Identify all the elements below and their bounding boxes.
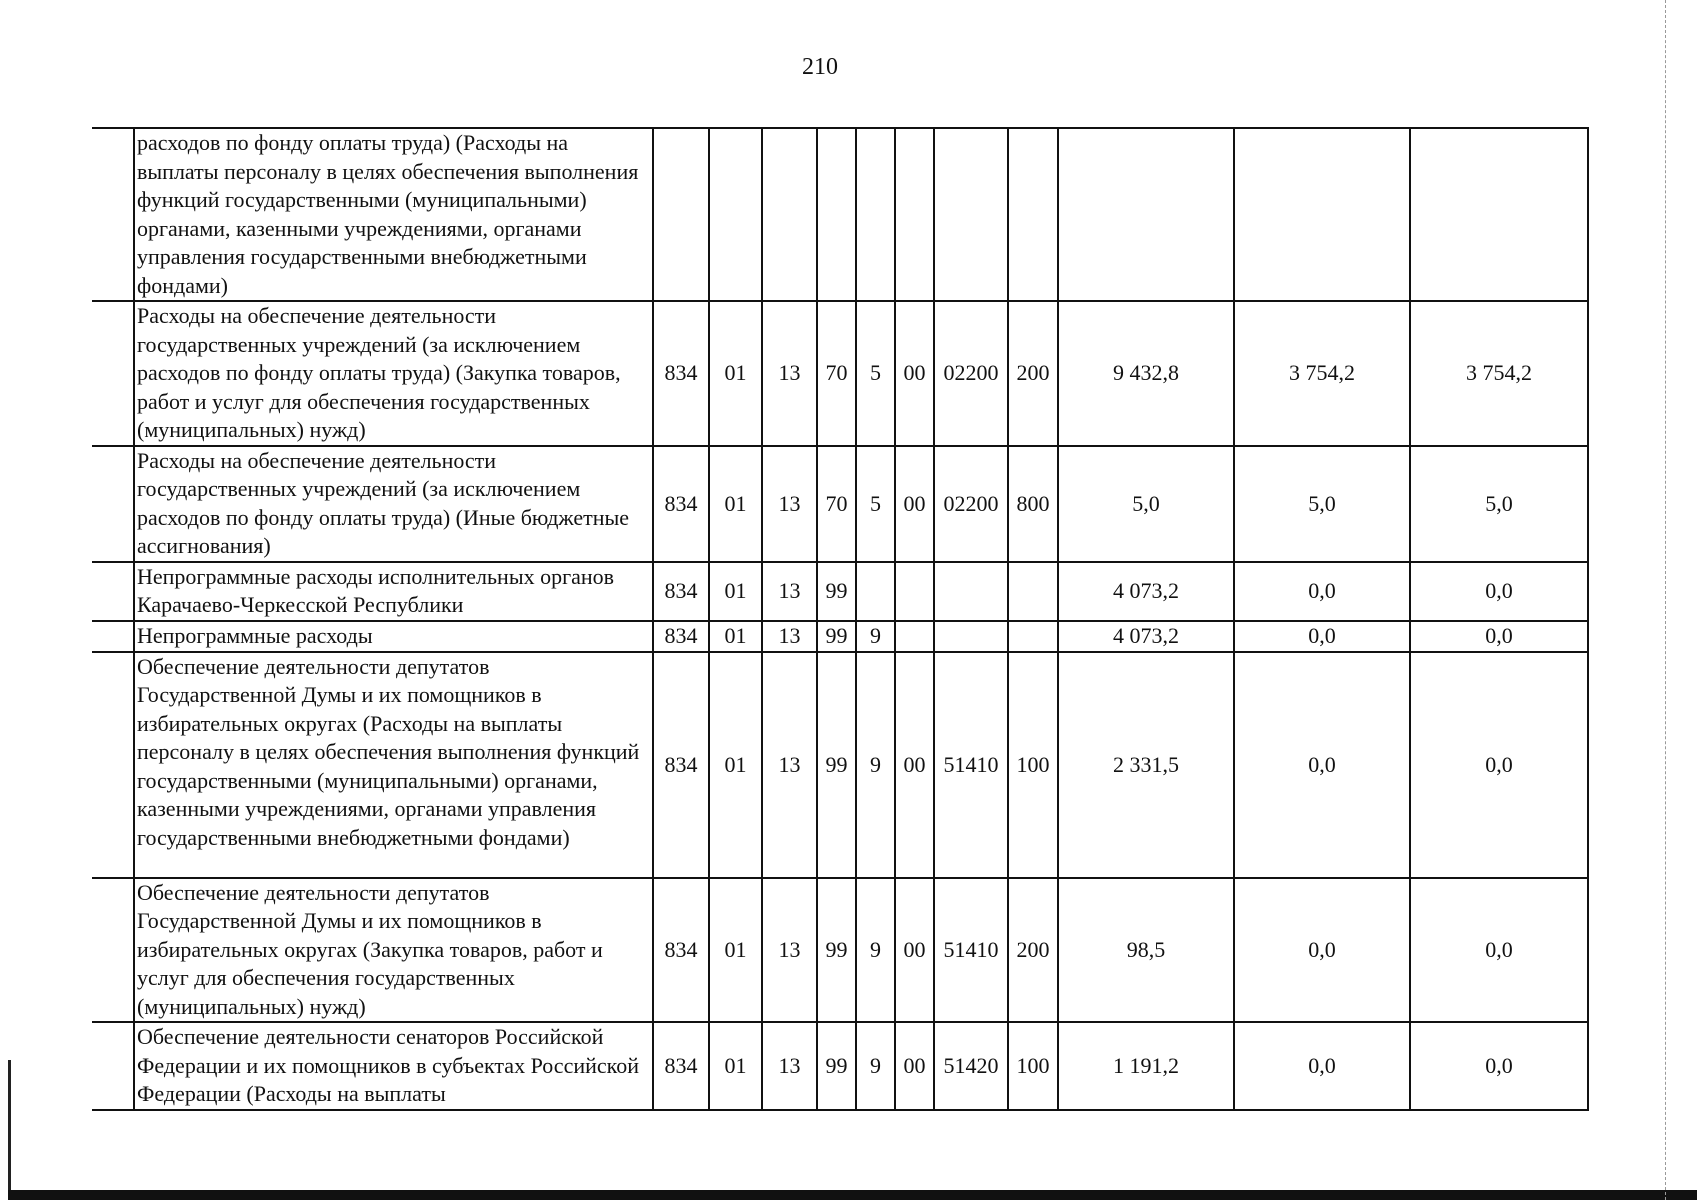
expense-type-code-cell: 200 [1008,878,1058,1023]
subsection-code-cell: 13 [762,878,817,1023]
program-code-cell: 70 [817,446,856,562]
subprogram-code-cell: 9 [856,652,895,878]
section-code-cell [709,128,762,301]
amount-year2-cell: 0,0 [1234,1022,1410,1110]
direction-code-cell [934,128,1008,301]
direction-code-cell: 02200 [934,446,1008,562]
program-code-cell: 99 [817,1022,856,1110]
section-code-cell: 01 [709,1022,762,1110]
expense-type-code-cell [1008,562,1058,621]
scan-edge-left [8,1060,11,1200]
program-code-cell: 99 [817,878,856,1023]
amount-year2-cell: 0,0 [1234,652,1410,878]
main-activity-code-cell: 00 [895,446,934,562]
expense-type-code-cell: 100 [1008,1022,1058,1110]
main-activity-code-cell: 00 [895,301,934,446]
scan-edge-bottom [8,1190,1697,1200]
main-activity-code-cell: 00 [895,652,934,878]
row-number-cell [92,301,134,446]
table-row [92,878,1588,1023]
direction-code-cell: 02200 [934,301,1008,446]
main-activity-code-cell [895,128,934,301]
subprogram-code-cell: 9 [856,1022,895,1110]
amount-year1-cell [1058,128,1234,301]
amount-year2-cell [1234,128,1410,301]
main-activity-code-cell [895,621,934,652]
program-code-cell: 99 [817,621,856,652]
amount-year2-cell: 0,0 [1234,562,1410,621]
amount-year1-cell: 5,0 [1058,446,1234,562]
expense-type-code-cell [1008,128,1058,301]
table-row [92,621,1588,652]
ministry-code-cell: 834 [653,301,709,446]
ministry-code-cell: 834 [653,652,709,878]
section-code-cell: 01 [709,878,762,1023]
amount-year1-cell: 98,5 [1058,878,1234,1023]
main-activity-code-cell: 00 [895,1022,934,1110]
ministry-code-cell [653,128,709,301]
expense-name-cell: Непрограммные расходы исполнительных органов Карачаево-Черкесской Республики [134,562,653,621]
amount-year3-cell: 0,0 [1410,562,1588,621]
budget-table [92,127,1589,1111]
amount-year3-cell: 5,0 [1410,446,1588,562]
ministry-code-cell: 834 [653,562,709,621]
expense-name-cell: Расходы на обеспечение деятельности государственных учреждений (за исключением расходов по фонду оплаты труда) (Иные бюджетные ассигнования) [134,446,653,562]
subsection-code-cell: 13 [762,652,817,878]
ministry-code-cell: 834 [653,621,709,652]
ministry-code-cell: 834 [653,446,709,562]
row-number-cell [92,878,134,1023]
row-number-cell [92,128,134,301]
subprogram-code-cell [856,562,895,621]
row-number-cell [92,621,134,652]
amount-year1-cell: 4 073,2 [1058,621,1234,652]
table-row [92,652,1588,878]
amount-year1-cell: 9 432,8 [1058,301,1234,446]
expense-name-cell: Обеспечение деятельности сенаторов Российской Федерации и их помощников в субъектах Российской Федерации (Расходы на выплаты [134,1022,653,1110]
subsection-code-cell: 13 [762,1022,817,1110]
table-row [92,1022,1588,1110]
program-code-cell: 70 [817,301,856,446]
program-code-cell: 99 [817,652,856,878]
expense-name-cell: Расходы на обеспечение деятельности государственных учреждений (за исключением расходов по фонду оплаты труда) (Закупка товаров, работ и услуг для обеспечения государственных (муниципальных) нужд) [134,301,653,446]
expense-name-cell: Непрограммные расходы [134,621,653,652]
direction-code-cell: 51420 [934,1022,1008,1110]
amount-year1-cell: 1 191,2 [1058,1022,1234,1110]
subprogram-code-cell: 5 [856,301,895,446]
ministry-code-cell: 834 [653,1022,709,1110]
ministry-code-cell: 834 [653,878,709,1023]
subprogram-code-cell: 9 [856,878,895,1023]
subprogram-code-cell: 5 [856,446,895,562]
amount-year3-cell [1410,128,1588,301]
row-number-cell [92,1022,134,1110]
subprogram-code-cell [856,128,895,301]
subsection-code-cell: 13 [762,446,817,562]
row-number-cell [92,562,134,621]
row-number-cell [92,446,134,562]
amount-year2-cell: 3 754,2 [1234,301,1410,446]
scan-edge-right [1665,0,1667,1200]
amount-year3-cell: 0,0 [1410,652,1588,878]
table-row [92,562,1588,621]
amount-year1-cell: 2 331,5 [1058,652,1234,878]
amount-year1-cell: 4 073,2 [1058,562,1234,621]
expense-type-code-cell: 100 [1008,652,1058,878]
subsection-code-cell: 13 [762,621,817,652]
amount-year2-cell: 5,0 [1234,446,1410,562]
table-row [92,301,1588,446]
subsection-code-cell [762,128,817,301]
direction-code-cell [934,621,1008,652]
expense-type-code-cell: 800 [1008,446,1058,562]
section-code-cell: 01 [709,301,762,446]
program-code-cell: 99 [817,562,856,621]
direction-code-cell: 51410 [934,652,1008,878]
section-code-cell: 01 [709,652,762,878]
amount-year2-cell: 0,0 [1234,878,1410,1023]
program-code-cell [817,128,856,301]
direction-code-cell [934,562,1008,621]
row-number-cell [92,652,134,878]
section-code-cell: 01 [709,446,762,562]
section-code-cell: 01 [709,621,762,652]
table-row [92,446,1588,562]
amount-year3-cell: 0,0 [1410,621,1588,652]
expense-name-cell: Обеспечение деятельности депутатов Государственной Думы и их помощников в избирательных округах (Закупка товаров, работ и услуг для обеспечения государственных (муниципальных) нужд) [134,878,653,1023]
section-code-cell: 01 [709,562,762,621]
subsection-code-cell: 13 [762,301,817,446]
expense-type-code-cell [1008,621,1058,652]
subprogram-code-cell: 9 [856,621,895,652]
page-number: 210 [802,54,838,80]
expense-name-cell: расходов по фонду оплаты труда) (Расходы на выплаты персоналу в целях обеспечения выполнения функций государственными (муниципальными) органами, казенными учреждениями, органами управления государственными внебюджетными фондами) [134,128,653,301]
main-activity-code-cell: 00 [895,878,934,1023]
amount-year3-cell: 3 754,2 [1410,301,1588,446]
amount-year2-cell: 0,0 [1234,621,1410,652]
subsection-code-cell: 13 [762,562,817,621]
table-row [92,128,1588,301]
main-activity-code-cell [895,562,934,621]
amount-year3-cell: 0,0 [1410,1022,1588,1110]
expense-type-code-cell: 200 [1008,301,1058,446]
expense-name-cell: Обеспечение деятельности депутатов Государственной Думы и их помощников в избирательных округах (Расходы на выплаты персоналу в целях обеспечения выполнения функций государственными (муниципальными) органами, казенными учреждениями, органами управления государственными внебюджетными фондами) [134,652,653,878]
amount-year3-cell: 0,0 [1410,878,1588,1023]
direction-code-cell: 51410 [934,878,1008,1023]
